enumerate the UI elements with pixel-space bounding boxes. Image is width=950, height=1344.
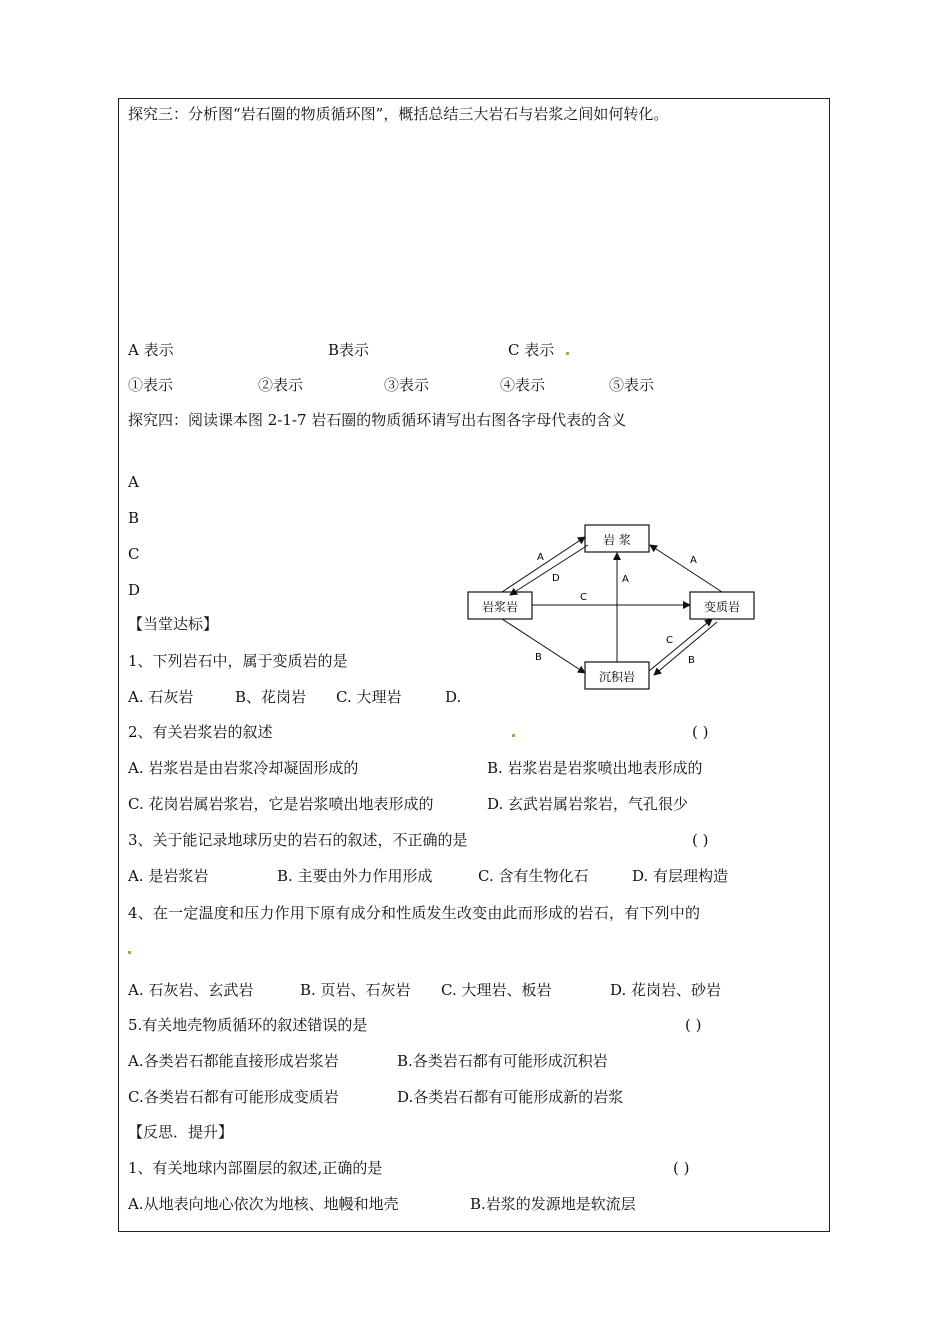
practice-q4-option-a: A. 石灰岩、玄武岩	[128, 981, 254, 999]
label-igneous-to-magma: A	[537, 552, 544, 563]
practice-q5-option-b: B.各类岩石都有可能形成沉积岩	[397, 1052, 608, 1070]
reflection-q1: 1、有关地球内部圈层的叙述,正确的是	[128, 1159, 383, 1177]
arrow-metamorphic-to-magma	[650, 545, 722, 592]
arrow-magma-to-igneous	[510, 545, 588, 595]
section3-b-label: B表示	[328, 341, 370, 359]
label-magma-to-igneous: D	[552, 573, 560, 584]
igneous-node-label: 岩浆岩	[481, 600, 519, 614]
practice-q4-option-d: D. 花岗岩、砂岩	[610, 981, 722, 999]
practice-q3-option-c: C. 含有生物化石	[478, 867, 589, 885]
section4-letter-d: D	[128, 581, 141, 599]
practice-q3-paren: ( )	[692, 831, 709, 849]
section3-c-label: C 表示	[508, 341, 555, 359]
practice-q5-option-d: D.各类岩石都有可能形成新的岩浆	[397, 1088, 624, 1106]
section4-letter-a: A	[128, 473, 139, 491]
scan-speck	[128, 951, 131, 954]
practice-q2-option-c: C. 花岗岩属岩浆岩，它是岩浆喷出地表形成的	[128, 795, 434, 813]
practice-q4-option-b: B. 页岩、石灰岩	[300, 981, 411, 999]
practice-q5: 5.有关地壳物质循环的叙述错误的是	[128, 1016, 368, 1034]
section3-circled-3: ③表示	[384, 376, 430, 394]
reflection-q1-paren: ( )	[673, 1159, 690, 1177]
arrow-igneous-to-sedimentary	[502, 619, 585, 673]
practice-q2-paren: ( )	[692, 723, 709, 741]
practice-q1-option-d: D.	[445, 688, 462, 706]
label-metamorphic-to-magma: A	[690, 555, 697, 566]
label-sedimentary-to-magma: A	[622, 574, 629, 585]
section3-a-label: A 表示	[128, 341, 174, 359]
metamorphic-node-label: 变质岩	[703, 600, 741, 614]
practice-q2-option-b: B. 岩浆岩是岩浆喷出地表形成的	[487, 759, 703, 777]
rock-cycle-diagram	[460, 515, 760, 695]
label-sedimentary-to-metamorphic: C	[666, 635, 673, 646]
magma-node-label: 岩 浆	[603, 533, 631, 547]
practice-q1-option-c: C. 大理岩	[336, 688, 402, 706]
practice-q3-option-d: D. 有层理构造	[632, 867, 729, 885]
practice-q1-option-b: B、花岗岩	[235, 688, 307, 706]
practice-q3: 3、关于能记录地球历史的岩石的叙述，不正确的是	[128, 831, 468, 849]
section4-title: 探究四：阅读课本图 2-1-7 岩石圈的物质循环请写出右图各字母代表的含义	[128, 411, 627, 429]
practice-q4-option-c: C. 大理岩、板岩	[441, 981, 552, 999]
practice-q2-option-a: A. 岩浆岩是由岩浆冷却凝固形成的	[128, 759, 359, 777]
practice-q2: 2、有关岩浆岩的叙述	[128, 723, 273, 741]
practice-q5-option-a: A.各类岩石都能直接形成岩浆岩	[128, 1052, 339, 1070]
practice-q1-option-a: A. 石灰岩	[128, 688, 194, 706]
practice-heading: 【当堂达标】	[128, 615, 219, 633]
reflection-heading: 【反思．提升】	[128, 1123, 234, 1141]
section3-title: 探究三：分析图“岩石圈的物质循环图”，概括总结三大岩石与岩浆之间如何转化。	[128, 105, 669, 123]
section3-circled-4: ④表示	[500, 376, 546, 394]
practice-q4: 4、在一定温度和压力作用下原有成分和性质发生改变由此而形成的岩石，有下列中的	[128, 904, 701, 922]
practice-q3-option-a: A. 是岩浆岩	[128, 867, 209, 885]
reflection-q1-option-b: B.岩浆的发源地是软流层	[470, 1195, 636, 1213]
section3-circled-1: ①表示	[128, 376, 174, 394]
practice-q5-option-c: C.各类岩石都有可能形成变质岩	[128, 1088, 339, 1106]
label-igneous-to-sedimentary: B	[535, 652, 542, 663]
scan-speck	[566, 352, 569, 355]
label-igneous-to-metamorphic: C	[580, 592, 587, 603]
section4-letter-c: C	[128, 545, 140, 563]
arrow-metamorphic-to-sedimentary	[654, 622, 717, 675]
label-metamorphic-to-sedimentary: B	[688, 655, 695, 666]
practice-q2-option-d: D. 玄武岩属岩浆岩，气孔很少	[487, 795, 689, 813]
practice-q1: 1、下列岩石中，属于变质岩的是	[128, 652, 348, 670]
reflection-q1-option-a: A.从地表向地心依次为地核、地幔和地壳	[128, 1195, 399, 1213]
arrow-igneous-to-magma	[502, 537, 585, 592]
practice-q5-paren: ( )	[685, 1016, 702, 1034]
arrow-sedimentary-to-metamorphic	[649, 619, 712, 671]
scan-speck	[512, 734, 515, 737]
sedimentary-node-label: 沉积岩	[598, 670, 636, 684]
practice-q3-option-b: B. 主要由外力作用形成	[277, 867, 433, 885]
section3-circled-2: ②表示	[258, 376, 304, 394]
section3-circled-5: ⑤表示	[609, 376, 655, 394]
section4-letter-b: B	[128, 509, 140, 527]
